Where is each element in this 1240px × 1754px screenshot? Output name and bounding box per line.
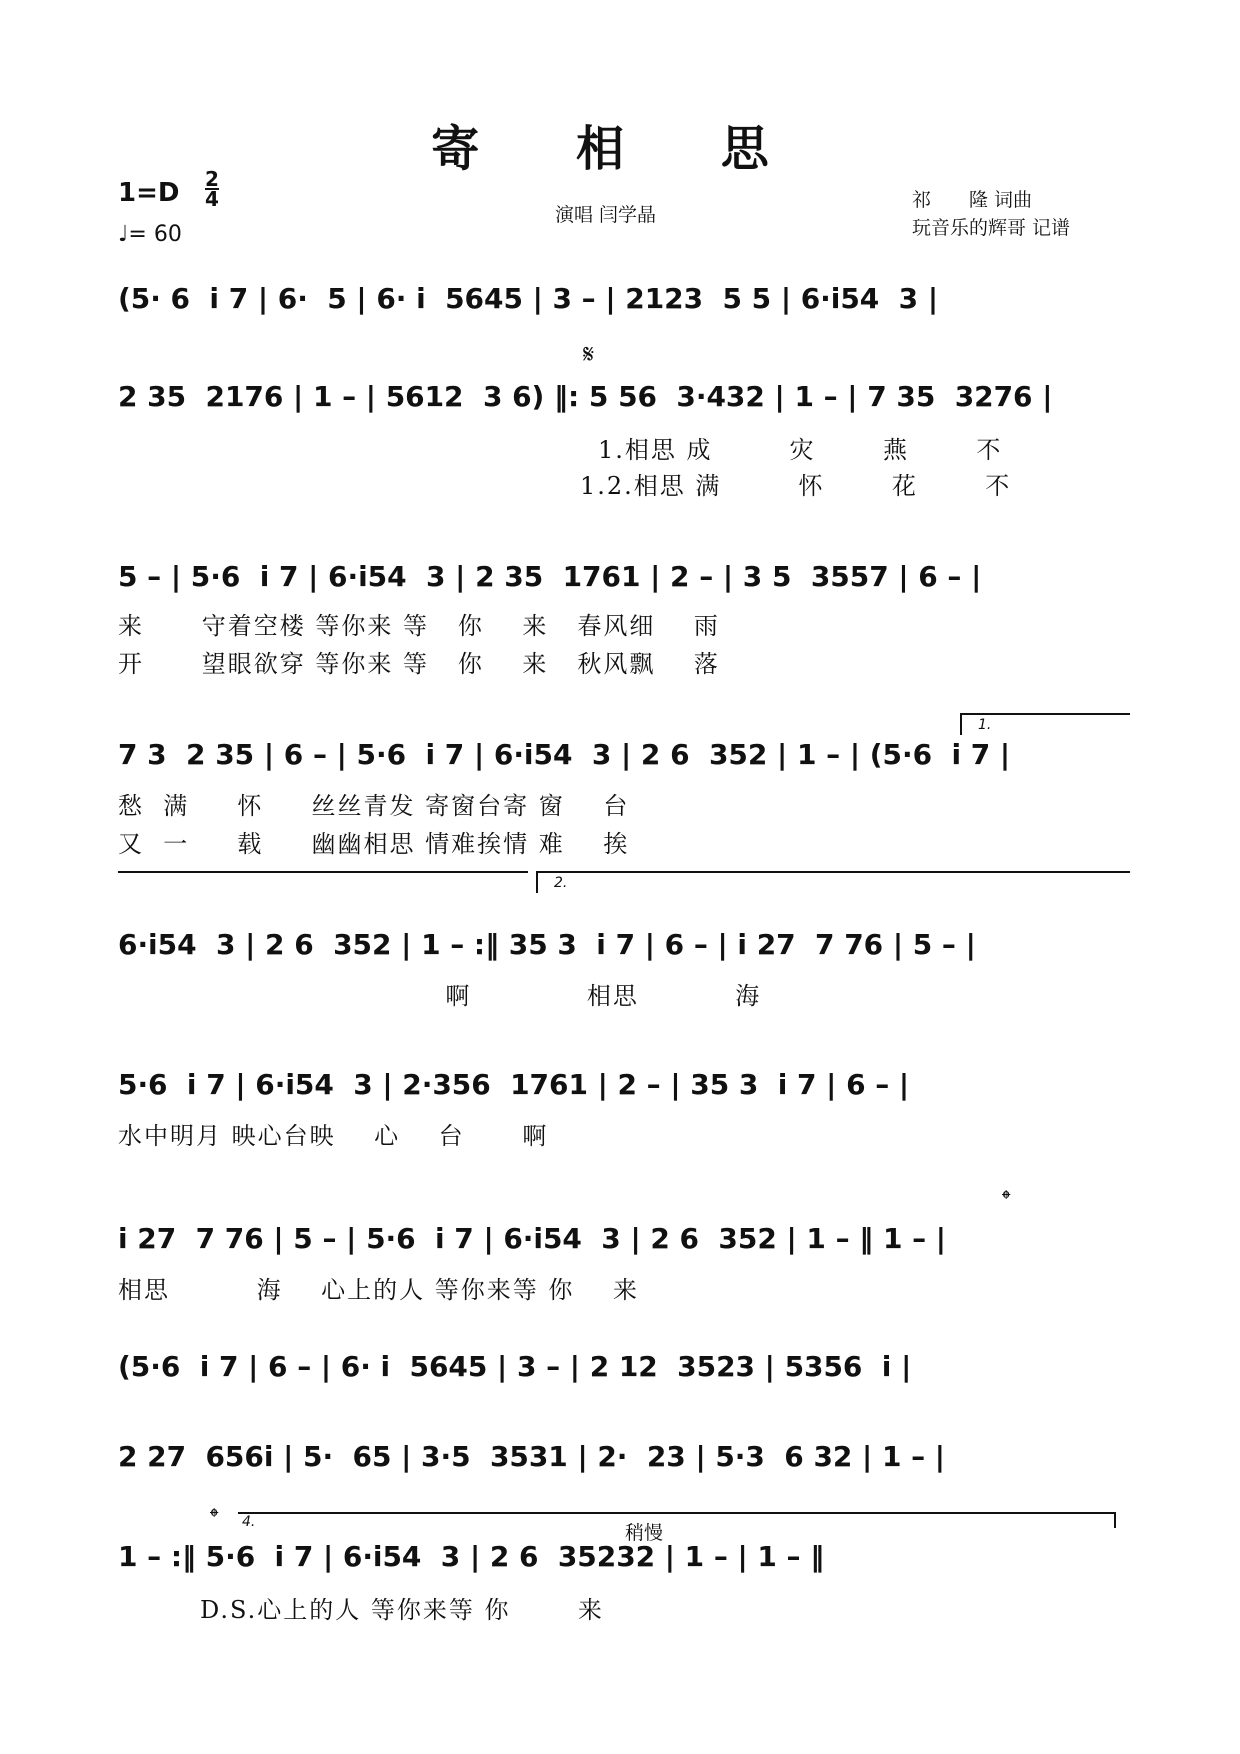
time-signature [205, 167, 219, 211]
quarter-note-icon: ♩ [118, 222, 129, 247]
notes-line: 5·6 i 7 | 6·i54 3 | 2·356 1761 | 2 – | 35 3 i 7 | 6 – | [118, 1068, 910, 1101]
system-9 [118, 1440, 1130, 1473]
tempo-text: = 60 [128, 222, 182, 247]
volta-1-continuation [118, 871, 528, 873]
tempo-mark [118, 222, 182, 247]
system-5 [118, 928, 1130, 1010]
notes-line: 6·i54 3 | 2 6 352 | 1 – :‖ 35 3 i 7 | 6 – | i 27 7 76 | 5 – | [118, 928, 976, 961]
system-1 [118, 282, 1130, 315]
lyrics-verse-2: 1.2.相思 满 怀 花 不 [580, 472, 1012, 500]
key-text: 1=D [118, 178, 180, 208]
volta-1-bracket [960, 713, 1130, 735]
system-10 [118, 1540, 1130, 1624]
lyricist-credit: 祁 隆 词曲 [912, 189, 1033, 211]
segno-icon: 𝄋 [583, 340, 595, 370]
lyrics-verse-1: 啊 相思 海 [118, 982, 762, 1010]
notes-line: 5 – | 5·6 i 7 | 6·i54 3 | 2 35 1761 | 2 – | 3 5 3557 | 6 – | [118, 560, 982, 593]
coda-icon: 𝄌 [1002, 1185, 1011, 1213]
volta-4-label: 4. [242, 1514, 256, 1530]
notes-line: 7 3 2 35 | 6 – | 5·6 i 7 | 6·i54 3 | 2 6 352 | 1 – | (5·6 i 7 | [118, 738, 1011, 771]
system-7 [118, 1222, 1130, 1304]
coda-icon-2: 𝄌 [210, 1503, 219, 1531]
notes-line: 2 35 2176 | 1 – | 5612 3 6) ‖: 5 56 3·432 | 1 – | 7 35 3276 | [118, 380, 1053, 413]
volta-2-bracket [536, 871, 1130, 893]
lyrics-verse-1: 水中明月 映心台映 心 台 啊 [118, 1122, 549, 1150]
lyrics-verse-1: 相思 海 心上的人 等你来等 你 来 [118, 1276, 639, 1304]
system-4 [118, 738, 1130, 858]
notes-line: 2 27 656i | 5· 65 | 3·5 3531 | 2· 23 | 5·3 6 32 | 1 – | [118, 1440, 946, 1473]
volta-2-label: 2. [554, 875, 568, 891]
lyrics-verse-1: 来 守着空楼 等你来 等 你 来 春风细 雨 [118, 612, 720, 640]
system-2 [118, 380, 1130, 500]
volta-4-bracket [238, 1512, 1116, 1528]
system-8 [118, 1350, 1130, 1383]
notes-line: i 27 7 76 | 5 – | 5·6 i 7 | 6·i54 3 | 2 6 352 | 1 – ‖ 1 – | [118, 1222, 946, 1255]
system-3 [118, 560, 1130, 678]
volta-1-label: 1. [978, 717, 992, 733]
time-bottom: 4 [205, 187, 219, 211]
notes-line: (5· 6 i 7 | 6· 5 | 6· i 5645 | 3 – | 2123 5 5 | 6·i54 3 | [118, 282, 939, 315]
lyrics-verse-2: 又 一 载 幽幽相思 情难挨情 难 挨 [118, 830, 630, 858]
song-title: 寄 相 思 [431, 121, 809, 177]
time-top: 2 [205, 167, 219, 191]
notes-line: (5·6 i 7 | 6 – | 6· i 5645 | 3 – | 2 12 3523 | 5356 i | [118, 1350, 912, 1383]
lyrics-verse-2: 开 望眼欲穿 等你来 等 你 来 秋风飘 落 [118, 650, 720, 678]
singer-credit: 演唱 闫学晶 [555, 204, 657, 226]
notes-line: 1 – :‖ 5·6 i 7 | 6·i54 3 | 2 6 35232 | 1 – | 1 – ‖ [118, 1540, 825, 1573]
key-signature [118, 178, 179, 208]
transcriber-credit: 玩音乐的辉哥 记谱 [912, 217, 1071, 239]
lyrics-verse-1: D.S.心上的人 等你来等 你 来 [200, 1596, 604, 1624]
lyrics-verse-1: 愁 满 怀 丝丝青发 寄窗台寄 窗 台 [118, 792, 630, 820]
slow-marking: 稍慢 [625, 1522, 664, 1544]
system-6 [118, 1068, 1130, 1150]
lyrics-verse-1: 1.相思 成 灾 燕 不 [598, 436, 1003, 464]
